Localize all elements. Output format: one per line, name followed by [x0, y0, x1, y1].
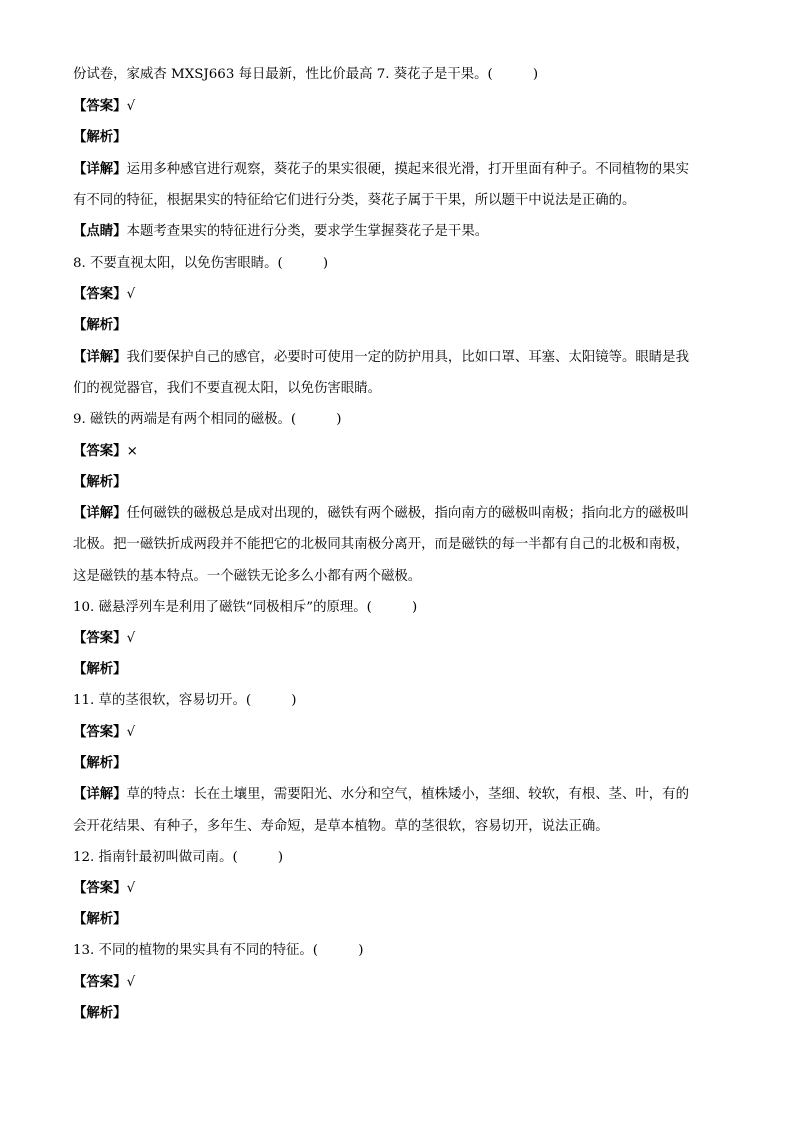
- q9-detail-1: 【详解】任何磁铁的磁极总是成对出现的，磁铁有两个磁极，指向南方的磁极叫南极；指向北方的磁极叫: [73, 506, 689, 521]
- q11-answer: [73, 724, 723, 742]
- q11-detail-2: 会开花结果、有种子，多年生、寿命短，是草本植物。草的茎很软，容易切开，说法正确。: [73, 819, 609, 834]
- q8-analysis-label: [73, 317, 723, 335]
- detail-label: 【详解】: [73, 787, 127, 802]
- answer-label: 【答案】: [73, 725, 127, 740]
- q7-detail-1: 【详解】运用多种感官进行观察，葵花子的果实很硬，摸起来很光滑，打开里面有种子。不同植物的果实: [73, 162, 689, 177]
- q9-question: 9. 磁铁的两端是有两个相同的磁极。( ): [73, 412, 342, 427]
- q10-question: 10. 磁悬浮列车是利用了磁铁“同极相斥”的原理。( ): [73, 600, 418, 615]
- answer-value: √: [126, 881, 136, 896]
- q10-answer: [73, 630, 723, 648]
- q13-question: 13. 不同的植物的果实具有不同的特征。( ): [73, 943, 364, 958]
- q8-detail-1: 【详解】我们要保护自己的感官，必要时可使用一定的防护用具，比如口罩、耳塞、太阳镜等。眼睛是我: [73, 350, 689, 365]
- q8-detail-2: 们的视觉器官，我们不要直视太阳，以免伤害眼睛。: [73, 381, 381, 396]
- answer-label: 【答案】: [73, 444, 127, 459]
- q13-answer: [73, 974, 723, 992]
- detail-label: 【详解】: [73, 350, 127, 365]
- q9-detail-3: 这是磁铁的基本特点。一个磁铁无论多么小都有两个磁极。: [73, 569, 422, 584]
- q12-question: 12. 指南针最初叫做司南。( ): [73, 850, 284, 865]
- answer-value: √: [126, 287, 136, 302]
- answer-value: √: [126, 975, 136, 990]
- analysis-label: 【解析】: [73, 912, 127, 927]
- q8-answer: [73, 286, 723, 304]
- q11-question: 11. 草的茎很软，容易切开。( ): [73, 693, 297, 708]
- answer-label: 【答案】: [73, 99, 127, 114]
- q7-detail-2: 有不同的特征，根据果实的特征给它们进行分类，葵花子属于干果，所以题干中说法是正确的。: [73, 193, 636, 208]
- answer-value: √: [126, 631, 136, 646]
- q7-answer: [73, 98, 723, 116]
- q12-answer: [73, 880, 723, 898]
- detail-label: 【详解】: [73, 162, 127, 177]
- q12-analysis-label: [73, 911, 723, 929]
- q8-question: 8. 不要直视太阳，以免伤害眼睛。( ): [73, 256, 329, 271]
- answer-value: √: [126, 725, 136, 740]
- analysis-label: 【解析】: [73, 475, 127, 490]
- q7-comment: 【点睛】本题考查果实的特征进行分类，要求学生掌握葵花子是干果。: [73, 224, 489, 239]
- detail-label: 【详解】: [73, 506, 127, 521]
- answer-value: ×: [126, 444, 138, 459]
- q7-analysis-label: [73, 129, 723, 147]
- analysis-label: 【解析】: [73, 662, 127, 677]
- answer-value: √: [126, 99, 136, 114]
- answer-label: 【答案】: [73, 287, 127, 302]
- q13-analysis-label: [73, 1005, 723, 1023]
- q10-analysis-label: [73, 661, 723, 679]
- comment-label: 【点睛】: [73, 224, 127, 239]
- q9-answer: [73, 443, 723, 461]
- q9-analysis-label: [73, 474, 723, 492]
- q11-analysis-label: [73, 755, 723, 773]
- answer-label: 【答案】: [73, 631, 127, 646]
- analysis-label: 【解析】: [73, 756, 127, 771]
- analysis-label: 【解析】: [73, 318, 127, 333]
- header-line: 份试卷，家威杏 MXSJ663 每日最新，性比价最高 7. 葵花子是干果。( ): [73, 67, 539, 82]
- q11-detail-1: 【详解】草的特点：长在土壤里，需要阳光、水分和空气，植株矮小，茎细、较软，有根、茎、叶，有的: [73, 787, 689, 802]
- answer-label: 【答案】: [73, 975, 127, 990]
- answer-label: 【答案】: [73, 881, 127, 896]
- analysis-label: 【解析】: [73, 130, 127, 145]
- q9-detail-2: 北极。把一磁铁折成两段并不能把它的北极同其南极分离开，而是磁铁的每一半都有自己的北极和南极，: [73, 537, 689, 552]
- analysis-label: 【解析】: [73, 1006, 127, 1021]
